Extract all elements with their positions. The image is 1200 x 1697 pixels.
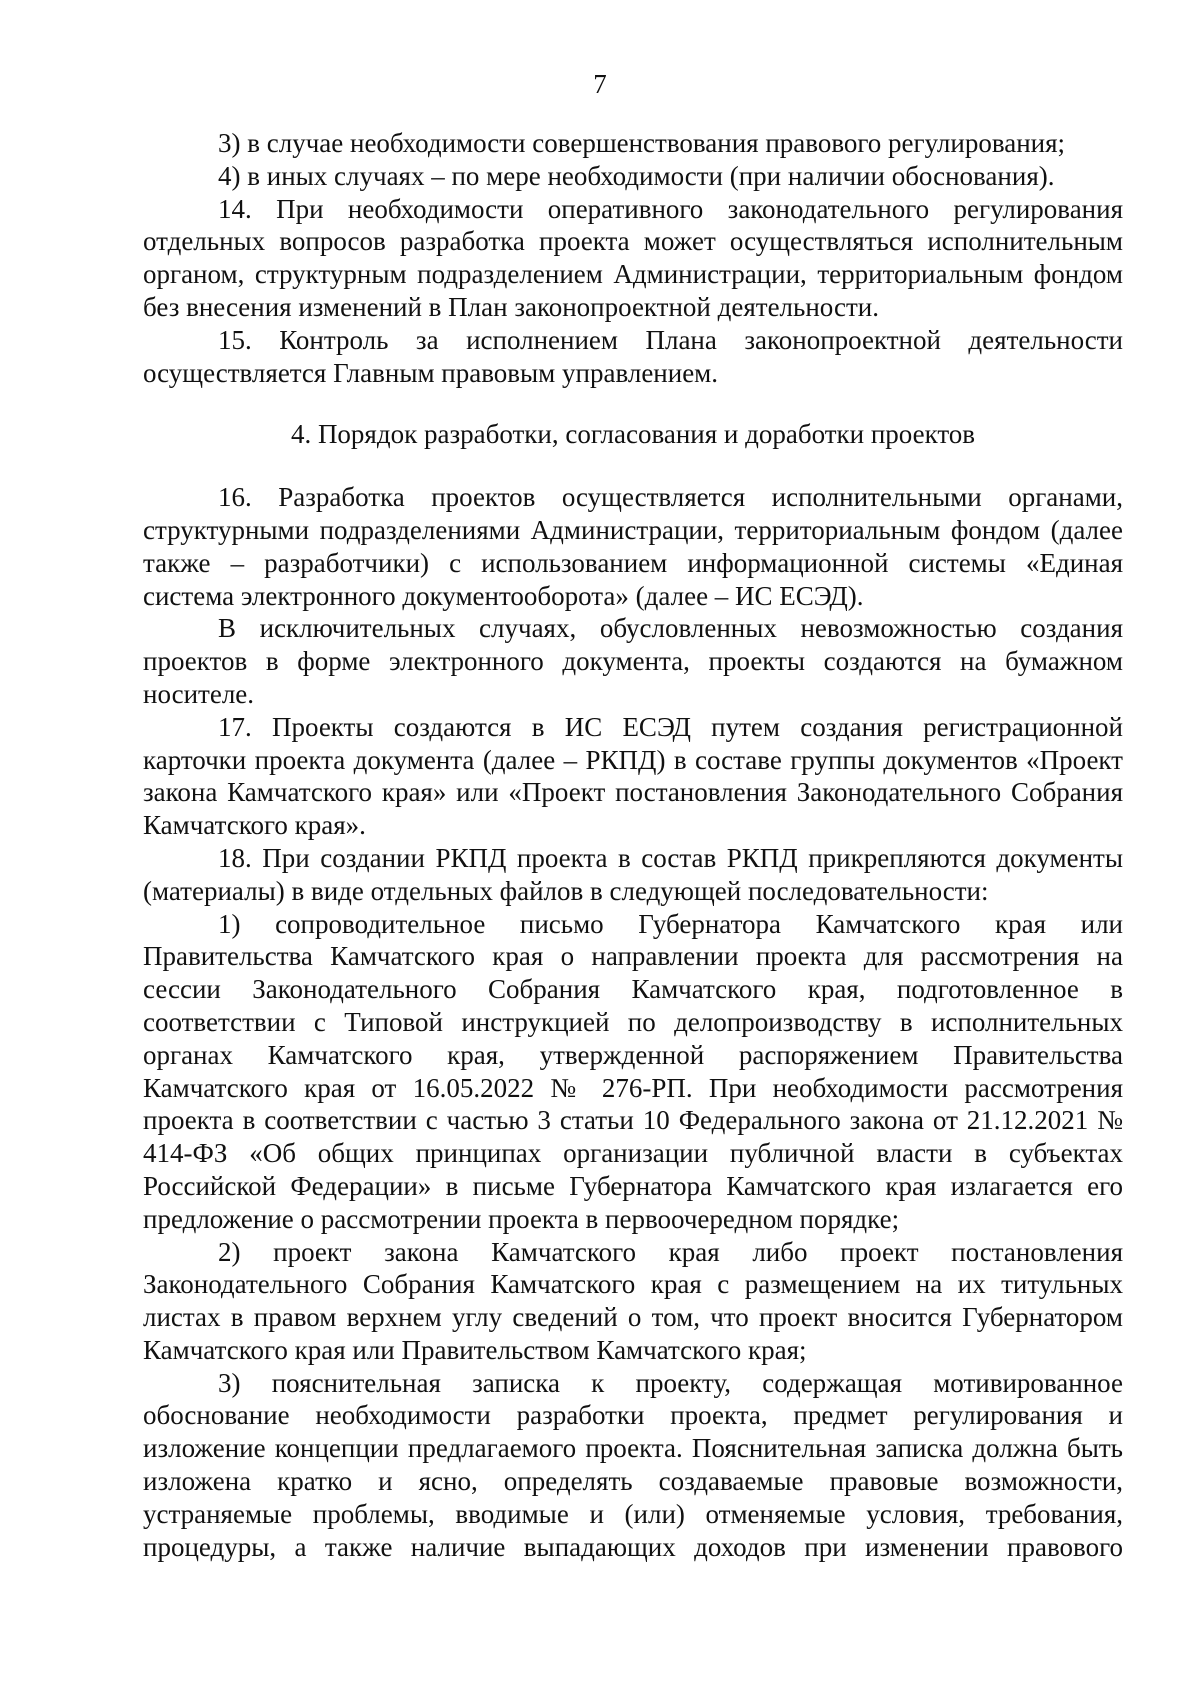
clause-17: 17. Проекты создаются в ИС ЕСЭД путем создания регистрационной карточки проекта документа (далее – РКПД) в составе группы документов «Проект закона Камчатского края» или «Проект постановления Законодательного Собрания Камчатского края». — [143, 711, 1123, 841]
clause-14: 14. При необходимости оперативного законодательного регулирования отдельных вопросов разработка проекта может осуществляться исполнительным органом, структурным подразделением Администрации, территориальным фондом без внесения изменений в План законопроектной деятельности. — [143, 193, 1123, 322]
clause-18-item-3: 3) пояснительная записка к проекту, содержащая мотивированное обоснование необходимости разработки проекта, предмет регулирования и изложение концепции предлагаемого проекта. Пояснительная записка должна быть изложена кратко и ясно, определять создаваемые правовые возможности, устраняемые проблемы, вводимые и (или) отменяемые условия, требования, процедуры, а также наличие выпадающих доходов при изменении правового — [143, 1367, 1123, 1562]
document-body — [143, 127, 1123, 1563]
clause-16: 16. Разработка проектов осуществляется исполнительными органами, структурными подразделениями Администрации, территориальным фондом (далее также – разработчики) с использованием информационной системы «Единая система электронного документооборота» (далее – ИС ЕСЭД). — [143, 482, 1123, 611]
clause-15: 15. Контроль за исполнением Плана законопроектной деятельности осуществляется Главным правовым управлением. — [143, 324, 1123, 388]
list-item-4: 4) в иных случаях – по мере необходимости (при наличии обоснования). — [218, 160, 1055, 191]
clause-18-item-1: 1) сопроводительное письмо Губернатора Камчатского края или Правительства Камчатского края о направлении проекта для рассмотрения на сессии Законодательного Собрания Камчатского края, подготовленное в соответствии с Типовой инструкцией по делопроизводству в исполнительных органах Камчатского края, утвержденной распоряжением Правительства Камчатского края от 16.05.2022 № 276-РП. При необходимости рассмотрения проекта в соответствии с частью 3 статьи 10 Федерального закона от 21.12.2021 № 414-ФЗ «Об общих принципах организации публичной власти в субъектах Российской Федерации» в письме Губернатора Камчатского края излагается его предложение о рассмотрении проекта в первоочередном порядке; — [143, 908, 1123, 1234]
page-number: 7 — [593, 69, 607, 99]
clause-16-exception: В исключительных случаях, обусловленных невозможностью создания проектов в форме электронного документа, проекты создаются на бумажном носителе. — [143, 613, 1123, 709]
clause-18-item-2: 2) проект закона Камчатского края либо проект постановления Законодательного Собрания Камчатского края с размещением на их титульных листах в правом верхнем углу сведений о том, что проект вносится Губернатором Камчатского края или Правительством Камчатского края; — [143, 1236, 1123, 1365]
list-item-3: 3) в случае необходимости совершенствования правового регулирования; — [218, 128, 1066, 158]
clause-18: 18. При создании РКПД проекта в состав РКПД прикрепляются документы (материалы) в виде отдельных файлов в следующей последовательности: — [143, 842, 1123, 906]
section-heading: 4. Порядок разработки, согласования и доработки проектов — [290, 419, 976, 450]
